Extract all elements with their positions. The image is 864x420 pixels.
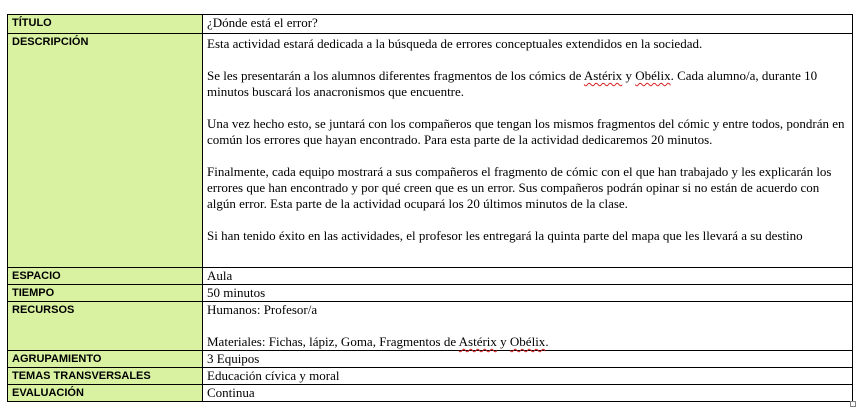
materiales-text-a: Materiales: Fichas, lápiz, Goma, Fragmentos de [207, 334, 459, 349]
espacio-value: Aula [203, 268, 853, 285]
row-descripcion [8, 34, 853, 268]
row-temas-transversales [8, 368, 853, 385]
row-recursos [8, 302, 853, 351]
espacio-label: ESPACIO [8, 268, 203, 285]
descripcion-paragraph-4: Finalmente, cada equipo mostrará a sus compañeros el fragmento de cómic con el que han trabajado y les explicarán los errores que han encontrado y por qué creen que es un error. Sus compañeros podrán opinar si no están de acuerdo con algún error. Esta parte de la actividad ocupará los 20 últimos minutos de la clase. [207, 164, 832, 211]
recursos-label: RECURSOS [8, 302, 203, 351]
agrupamiento-value: 3 Equipos [203, 351, 853, 368]
tiempo-label: TIEMPO [8, 285, 203, 302]
row-espacio [8, 268, 853, 285]
temas-transversales-value: Educación cívica y moral [203, 368, 853, 385]
titulo-value: ¿Dónde está el error? [203, 15, 853, 34]
descripcion-p2-text-a: Se les presentarán a los alumnos diferentes fragmentos de los cómics de [207, 68, 584, 83]
descripcion-label: DESCRIPCIÓN [8, 34, 203, 268]
recursos-materiales [207, 334, 848, 350]
row-tiempo [8, 285, 853, 302]
evaluacion-value: Continua [203, 385, 853, 402]
descripcion-paragraph-3: Una vez hecho esto, se juntará con los compañeros que tengan los mismos fragmentos del cómic y entre todos, pondrán en común los errores que hayan encontrado. Para esta parte de la actividad dedicaremos 20 minutos. [207, 116, 845, 147]
recursos-value [203, 302, 853, 351]
materiales-text-b: y [496, 334, 510, 349]
descripcion-p2-text-b: y [622, 68, 636, 83]
temas-transversales-label: TEMAS TRANSVERSALES [8, 368, 203, 385]
row-agrupamiento [8, 351, 853, 368]
evaluacion-label: EVALUACIÓN [8, 385, 203, 402]
agrupamiento-label: AGRUPAMIENTO [8, 351, 203, 368]
descripcion-paragraph-2 [207, 68, 848, 100]
recursos-humanos: Humanos: Profesor/a [207, 302, 318, 317]
activity-sheet-table [7, 14, 853, 402]
materiales-text-c: . [545, 334, 549, 349]
misspelled-word-asterix: Astérix [583, 68, 623, 83]
misspelled-word-obelix: Obélix [509, 334, 546, 349]
descripcion-p2-text-c: . Cada alumno/a, durante 10 minutos buscará los anacronismos que encuentre. [207, 68, 818, 99]
tiempo-value: 50 minutos [203, 285, 853, 302]
descripcion-paragraph-5: Si han tenido éxito en las actividades, el profesor les entregará la quinta parte del mapa que les llevará a su destino [207, 228, 803, 243]
titulo-label: TÍTULO [8, 15, 203, 34]
misspelled-word-obelix: Obélix [635, 68, 671, 83]
misspelled-word-asterix: Astérix [458, 334, 497, 349]
row-titulo [8, 15, 853, 34]
descripcion-paragraph-1: Esta actividad estará dedicada a la búsqueda de errores conceptuales extendidos en la sociedad. [207, 36, 703, 51]
row-evaluacion [8, 385, 853, 402]
recursos-spacer [207, 318, 848, 334]
descripcion-value [203, 34, 853, 268]
table-resize-handle[interactable] [850, 401, 856, 407]
